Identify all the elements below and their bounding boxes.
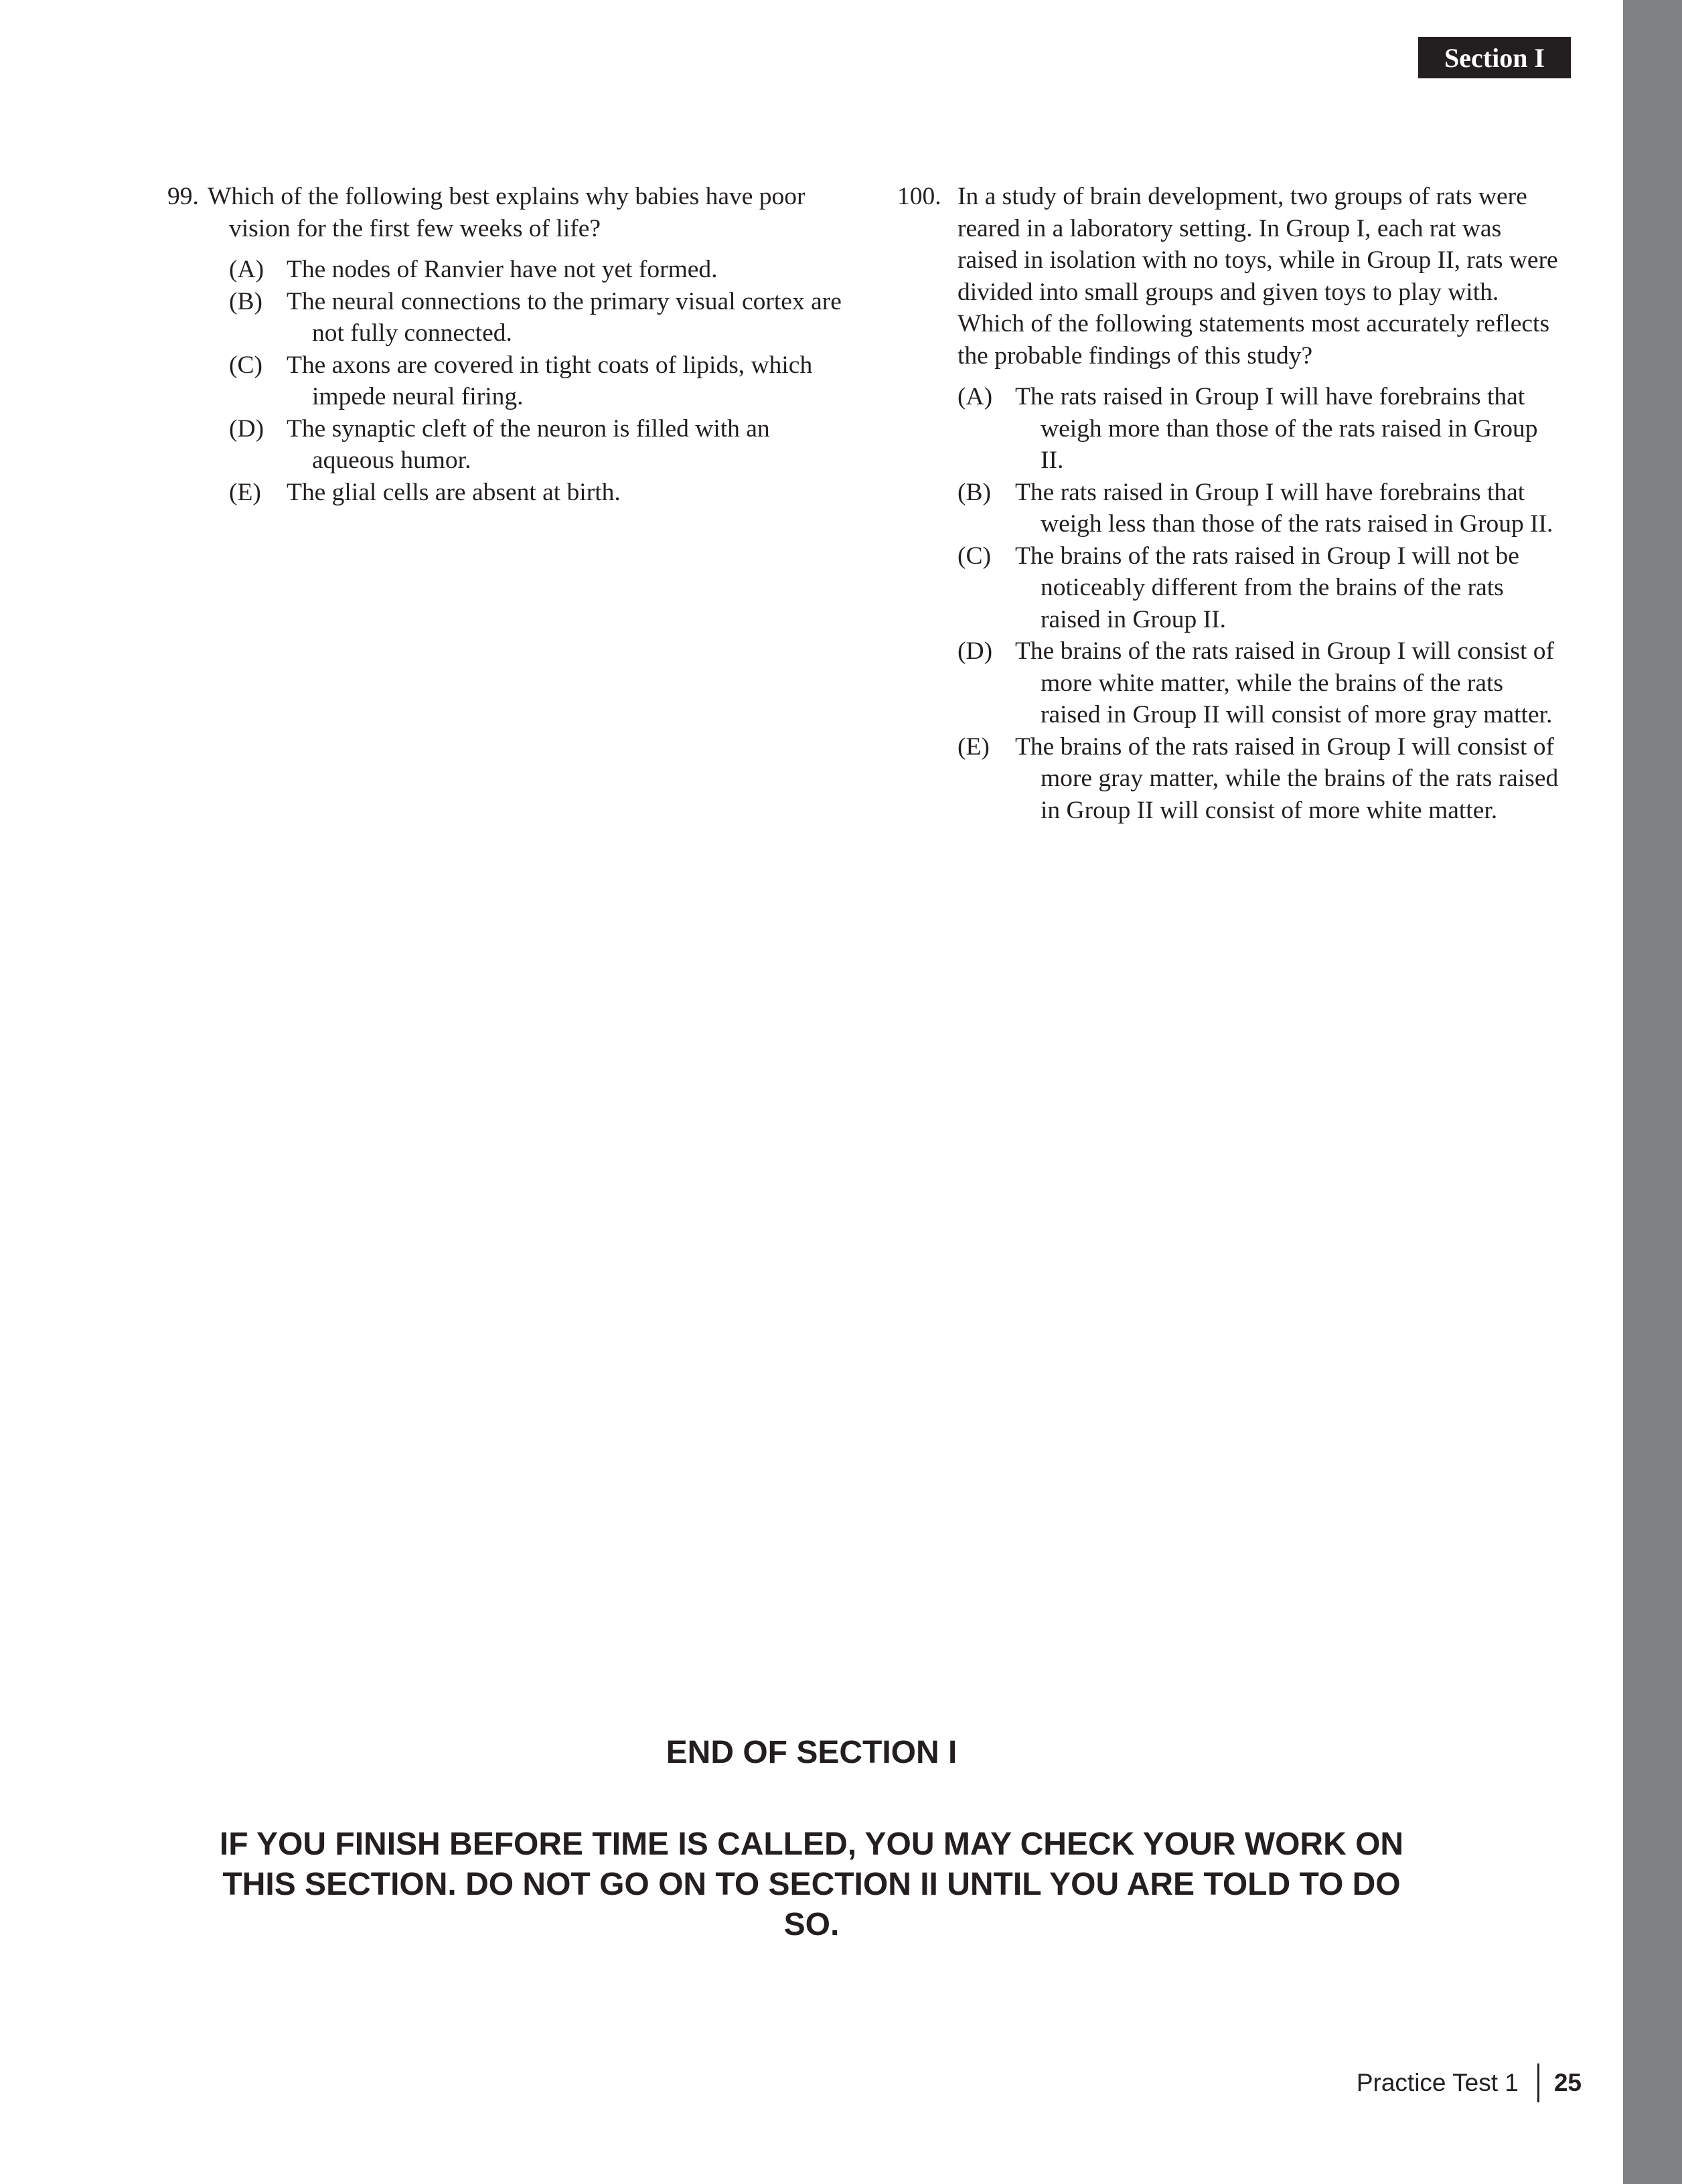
section-tab-label: Section I	[1444, 42, 1545, 73]
option-text: The brains of the rats raised in Group I will consist of more white matter, while the brains of the rats raised in Group II will consist of more gray matter.	[1015, 637, 1555, 728]
option-letter: (A)	[958, 383, 993, 410]
option-letter: (D)	[958, 637, 993, 665]
question-99	[167, 181, 844, 508]
answer-options	[167, 254, 844, 508]
option-letter: (C)	[958, 542, 991, 570]
option-text: The axons are covered in tight coats of lipids, which impede neural firing.	[287, 351, 813, 410]
answer-option-a[interactable]	[958, 381, 1567, 477]
answer-option-d[interactable]	[229, 413, 844, 477]
section-tab	[1418, 37, 1571, 78]
option-text: The rats raised in Group I will have forebrains that weigh more than those of the rats raised in Group II.	[1015, 383, 1538, 474]
option-letter: (E)	[958, 732, 990, 761]
option-text: The synaptic cleft of the neuron is filled with an aqueous humor.	[287, 414, 770, 474]
option-text: The brains of the rats raised in Group I will not be noticeably different from the brains of the rats raised in Group II.	[1015, 542, 1519, 633]
answer-option-e[interactable]	[958, 731, 1567, 827]
answer-option-c[interactable]	[229, 349, 844, 413]
answer-option-e[interactable]	[229, 477, 844, 509]
end-of-section-title: END OF SECTION I	[666, 1735, 958, 1770]
answer-option-a[interactable]	[229, 254, 844, 286]
question-100	[897, 181, 1567, 826]
question-number: 99.	[167, 183, 199, 210]
option-text: The rats raised in Group I will have forebrains that weigh less than those of the rats raised in Group II.	[1015, 478, 1553, 538]
option-letter: (E)	[229, 478, 261, 506]
option-text: The glial cells are absent at birth.	[287, 478, 621, 506]
question-stem-continued: vision for the first few weeks of life?	[229, 214, 601, 242]
option-text: The neural connections to the primary visual cortex are not fully connected.	[287, 287, 842, 347]
option-letter: (D)	[229, 414, 264, 443]
answer-option-b[interactable]	[229, 286, 844, 349]
question-stem	[897, 181, 1567, 372]
option-letter: (B)	[229, 287, 262, 315]
answer-option-c[interactable]	[958, 540, 1567, 636]
option-text: The nodes of Ranvier have not yet formed.	[287, 256, 718, 283]
answer-options	[897, 381, 1567, 826]
option-letter: (A)	[229, 256, 264, 283]
option-text: The brains of the rats raised in Group I will consist of more gray matter, while the brains of the rats raised in Group II will consist of more white matter.	[1015, 732, 1559, 824]
question-stem	[167, 181, 844, 213]
question-stem-first-line: Which of the following best explains why babies have poor	[208, 183, 806, 210]
page-footer	[1357, 2063, 1582, 2102]
footer-divider	[1537, 2063, 1539, 2102]
question-stem-text: In a study of brain development, two groups of rats were reared in a laboratory setting. In Group I, each rat was raised in isolation with no toys, while in Group II, rats were divided into small groups and given toys to play with. Which of the following statements most accurately reflects the probable findings of this study?	[958, 183, 1558, 370]
end-of-section-instructions: IF YOU FINISH BEFORE TIME IS CALLED, YOU MAY CHECK YOUR WORK ON THIS SECTION. DO NOT GO ON TO SECTION II UNTIL YOU ARE TOLD TO DO SO.	[219, 1826, 1404, 1942]
page-edge-bar	[1623, 0, 1682, 2184]
page-number: 25	[1553, 2069, 1582, 2096]
option-letter: (C)	[229, 351, 262, 379]
footer-label: Practice Test 1	[1356, 2069, 1519, 2096]
question-number: 100.	[897, 183, 941, 210]
answer-option-d[interactable]	[958, 635, 1567, 731]
option-letter: (B)	[958, 478, 991, 506]
answer-option-b[interactable]	[958, 477, 1567, 540]
